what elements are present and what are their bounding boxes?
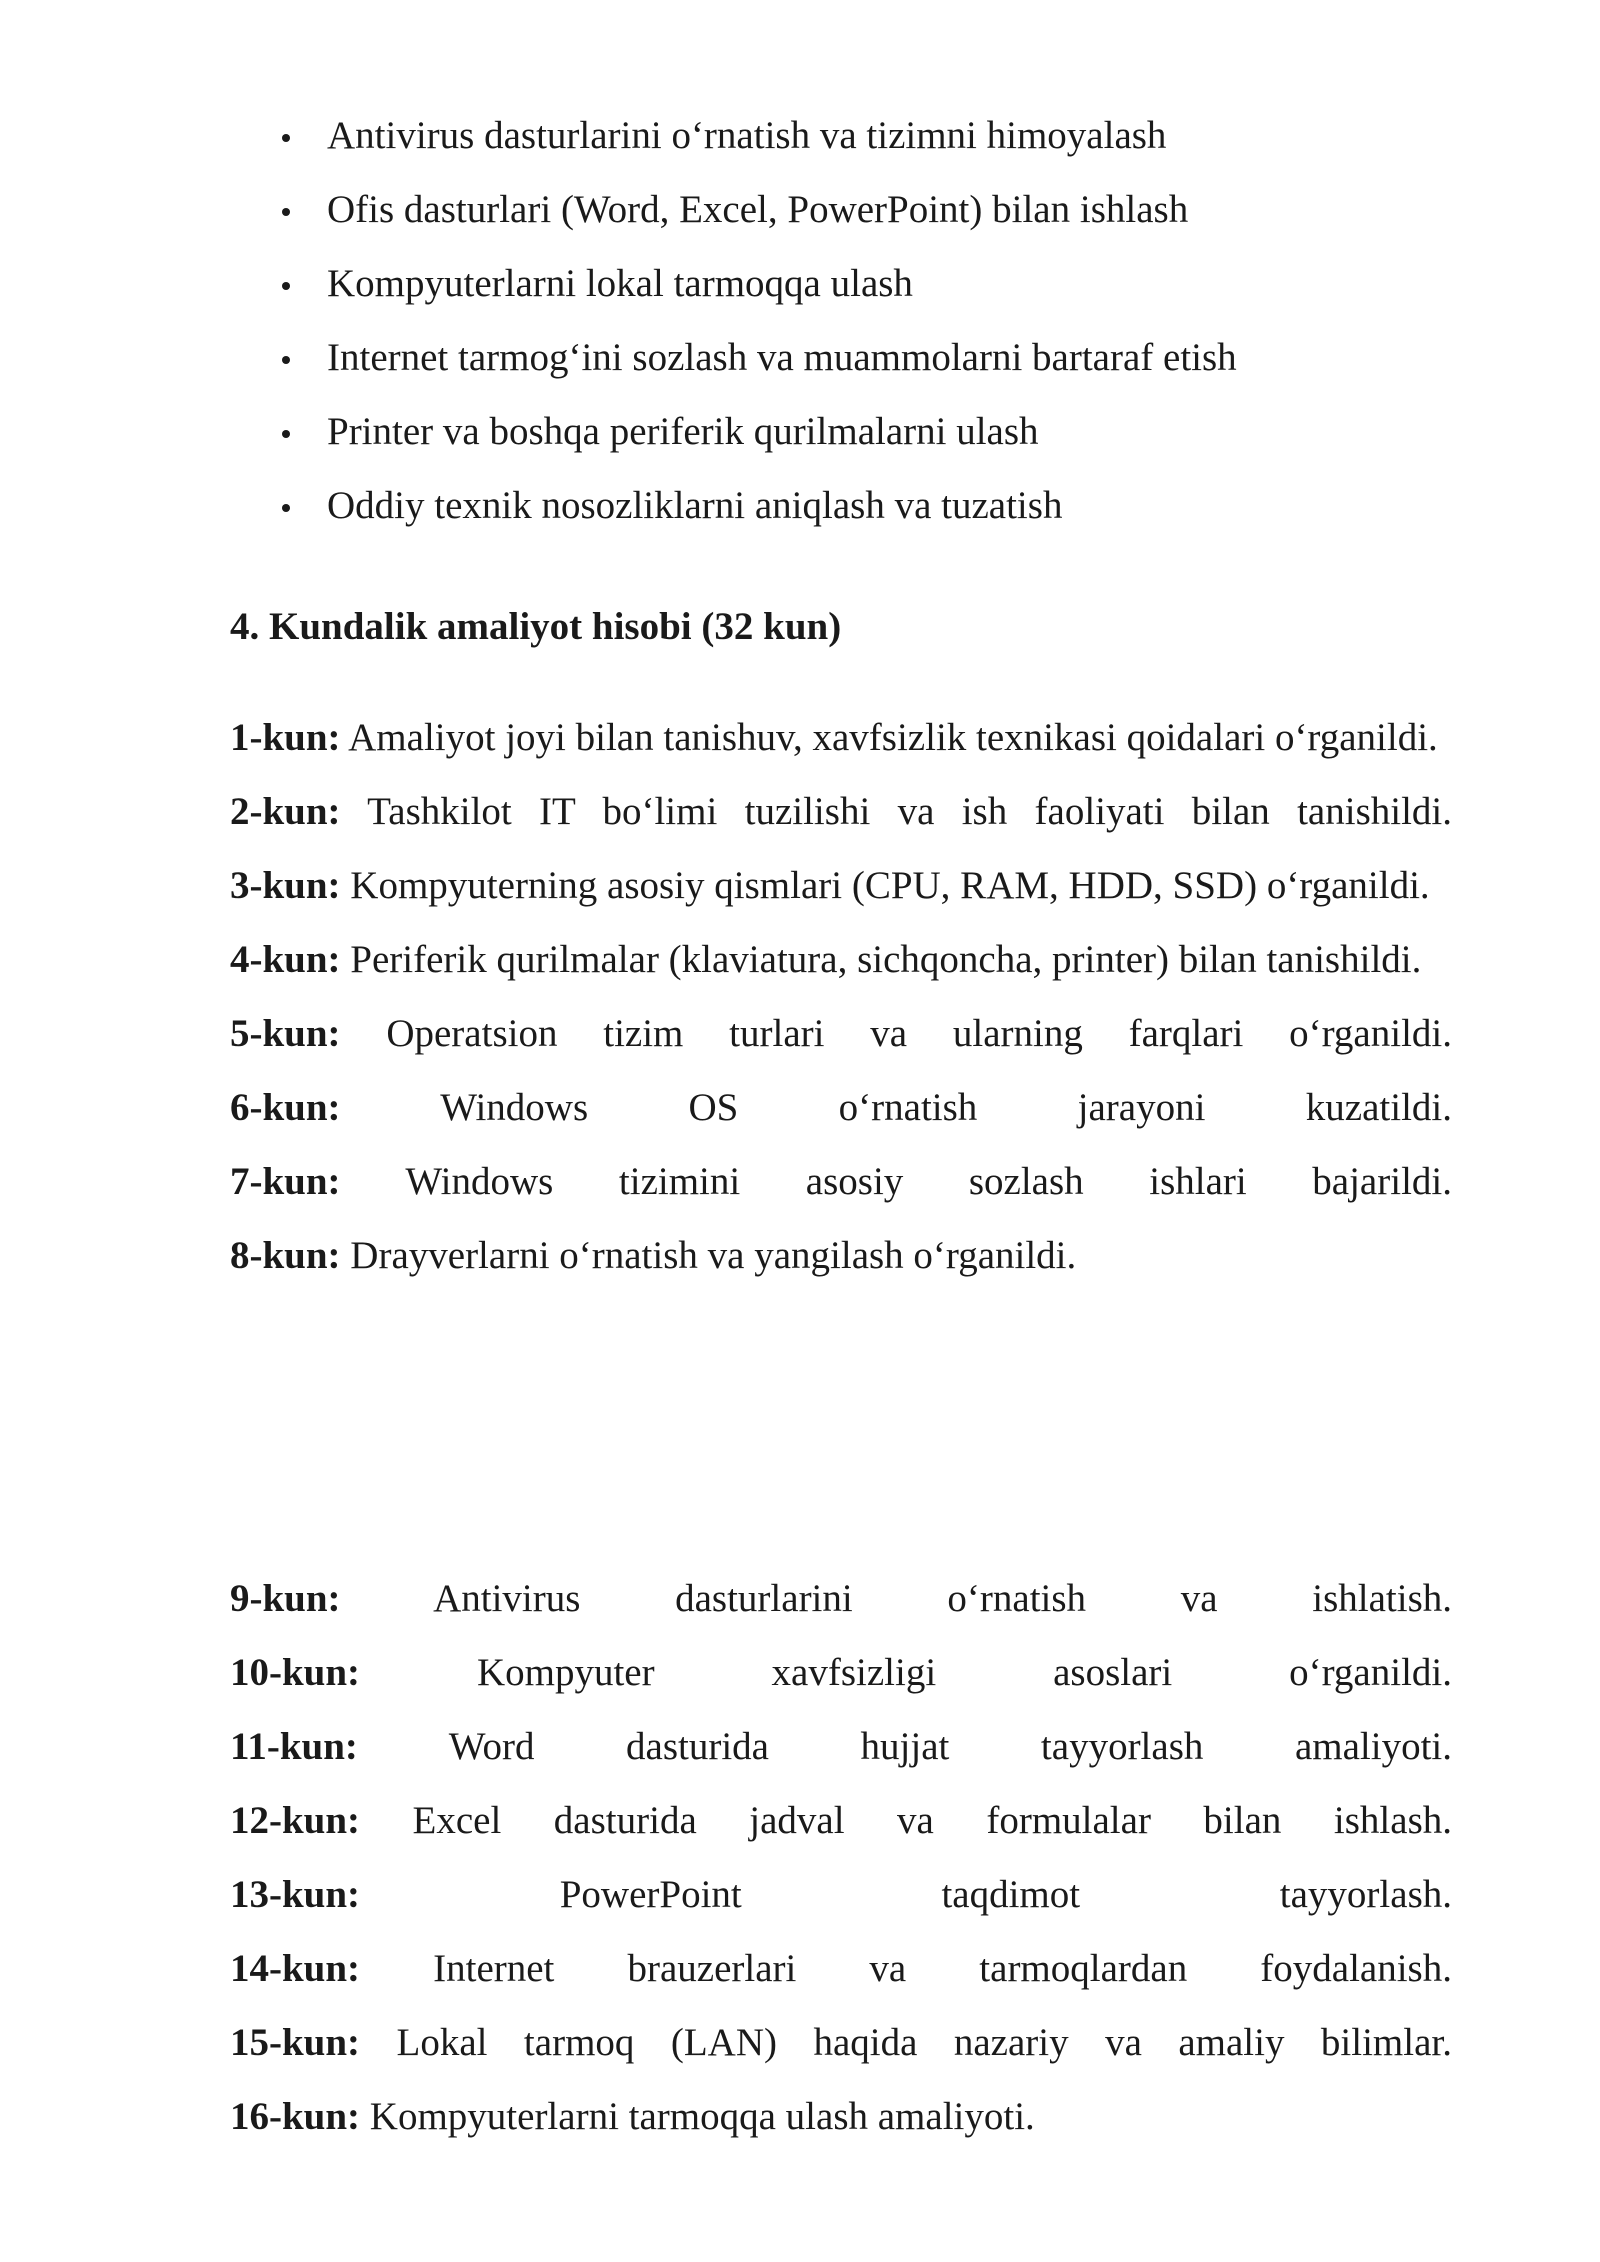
- bullet-icon: [282, 504, 290, 512]
- day-text: Word dasturida hujjat tayyorlash amaliyoti.: [357, 1725, 1452, 1768]
- day-label: 12-kun:: [230, 1799, 361, 1842]
- day-label: 7-kun:: [230, 1160, 341, 1203]
- day-text: Amaliyot joyi bilan tanishuv, xavfsizlik texnikasi qoidalari o‘rganildi.: [340, 716, 1438, 759]
- day-entry: [230, 1858, 1452, 1932]
- list-item-text: Antivirus dasturlarini o‘rnatish va tizimni himoyalash: [327, 114, 1167, 157]
- day-entry: [230, 1219, 1452, 1293]
- day-label: 10-kun:: [230, 1651, 361, 1694]
- day-text: Lokal tarmoq (LAN) haqida nazariy va amaliy bilimlar.: [360, 2021, 1452, 2064]
- bullet-icon: [282, 134, 290, 142]
- day-text: Tashkilot IT bo‘limi tuzilishi va ish faoliyati bilan tanishildi.: [340, 790, 1452, 833]
- day-entry: [230, 2006, 1452, 2080]
- day-label: 14-kun:: [230, 1947, 361, 1990]
- day-entry: [230, 2080, 1452, 2154]
- day-entry: [230, 1636, 1452, 1710]
- day-entry: [230, 1145, 1452, 1219]
- day-text: Kompyuterning asosiy qismlari (CPU, RAM, HDD, SSD) o‘rganildi.: [340, 864, 1430, 907]
- day-entry: [230, 1710, 1452, 1784]
- day-label: 16-kun:: [230, 2095, 361, 2138]
- day-text: Operatsion tizim turlari va ularning farqlari o‘rganildi.: [340, 1012, 1452, 1055]
- day-entry: [230, 1932, 1452, 2006]
- day-label: 13-kun:: [230, 1873, 361, 1916]
- section-heading: 4. Kundalik amaliyot hisobi (32 kun): [230, 605, 842, 648]
- day-entry: [230, 923, 1452, 997]
- skills-bullet-list: [0, 107, 1600, 551]
- day-label: 9-kun:: [230, 1577, 341, 1620]
- list-item-text: Printer va boshqa periferik qurilmalarni ulash: [327, 410, 1039, 453]
- daily-log-part-2: [230, 1562, 1452, 2154]
- day-text: Kompyuter xavfsizligi asoslari o‘rganildi.: [360, 1651, 1452, 1694]
- list-item: [0, 181, 1600, 255]
- day-text: Windows tizimini asosiy sozlash ishlari bajarildi.: [340, 1160, 1452, 1203]
- bullet-icon: [282, 430, 290, 438]
- list-item: [0, 255, 1600, 329]
- day-text: Antivirus dasturlarini o‘rnatish va ishlatish.: [340, 1577, 1452, 1620]
- bullet-icon: [282, 356, 290, 364]
- day-entry: [230, 701, 1452, 775]
- day-label: 5-kun:: [230, 1012, 341, 1055]
- day-text: Windows OS o‘rnatish jarayoni kuzatildi.: [340, 1086, 1452, 1129]
- day-text: Excel dasturida jadval va formulalar bilan ishlash.: [360, 1799, 1452, 1842]
- day-label: 15-kun:: [230, 2021, 361, 2064]
- day-text: PowerPoint taqdimot tayyorlash.: [360, 1873, 1452, 1916]
- list-item-text: Kompyuterlarni lokal tarmoqqa ulash: [327, 262, 913, 305]
- day-label: 1-kun:: [230, 716, 341, 759]
- list-item-text: Oddiy texnik nosozliklarni aniqlash va tuzatish: [327, 484, 1063, 527]
- day-entry: [230, 997, 1452, 1071]
- day-label: 2-kun:: [230, 790, 341, 833]
- day-entry: [230, 849, 1452, 923]
- bullet-icon: [282, 282, 290, 290]
- day-entry: [230, 1562, 1452, 1636]
- list-item-text: Internet tarmog‘ini sozlash va muammolarni bartaraf etish: [327, 336, 1237, 379]
- list-item: [0, 403, 1600, 477]
- day-label: 6-kun:: [230, 1086, 341, 1129]
- day-entry: [230, 1071, 1452, 1145]
- bullet-icon: [282, 208, 290, 216]
- list-item: [0, 329, 1600, 403]
- day-label: 4-kun:: [230, 938, 341, 981]
- day-entry: [230, 1784, 1452, 1858]
- daily-log-part-1: [230, 701, 1452, 1293]
- day-label: 11-kun:: [230, 1725, 358, 1768]
- list-item: [0, 477, 1600, 551]
- day-text: Periferik qurilmalar (klaviatura, sichqoncha, printer) bilan tanishildi.: [340, 938, 1422, 981]
- day-entry: [230, 775, 1452, 849]
- day-text: Internet brauzerlari va tarmoqlardan foydalanish.: [360, 1947, 1452, 1990]
- list-item-text: Ofis dasturlari (Word, Excel, PowerPoint) bilan ishlash: [327, 188, 1189, 231]
- day-label: 8-kun:: [230, 1234, 341, 1277]
- day-text: Kompyuterlarni tarmoqqa ulash amaliyoti.: [360, 2095, 1035, 2138]
- day-text: Drayverlarni o‘rnatish va yangilash o‘rganildi.: [340, 1234, 1077, 1277]
- day-label: 3-kun:: [230, 864, 341, 907]
- list-item: [0, 107, 1600, 181]
